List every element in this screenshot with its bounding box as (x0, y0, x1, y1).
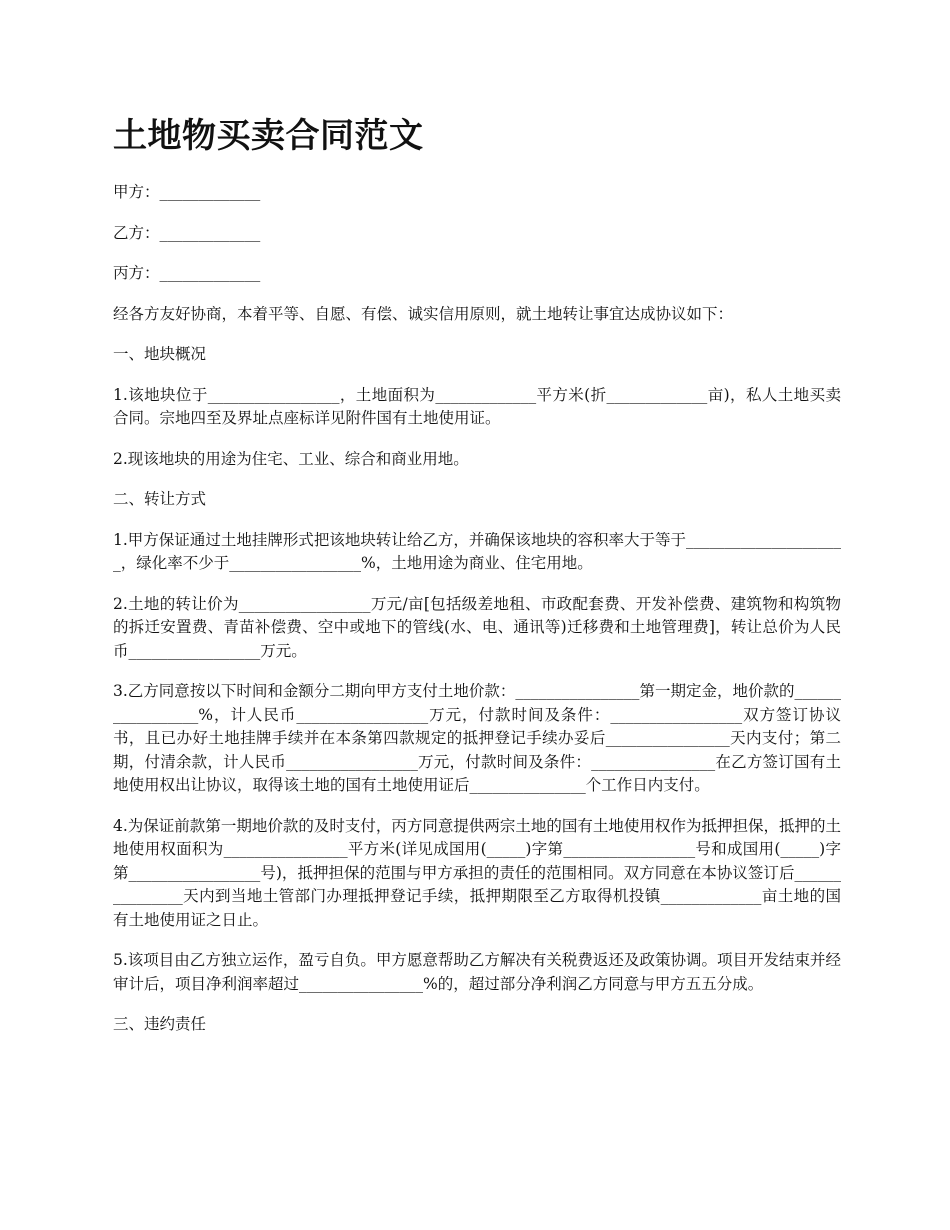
document-page (113, 112, 841, 1054)
party-a-line: 甲方：_____________ (113, 183, 261, 201)
clause-2-2: 2.土地的转让价为_________________万元/亩[包括级差地租、市政配套费、开发补偿费、建筑物和构筑物的拆迁安置费、青苗补偿费、空中或地下的管线(水、电、通讯等)迁移费和土地管理费]，转让总价为人民币_________________万元。 (113, 594, 841, 660)
clause-2-3: 3.乙方同意按以下时间和金额分二期向甲方支付土地价款：________________第一期定金，地价款的_________________%，计人民币_________________万元，付款时间及条件：_________________双方签订协议书，且已办好土地挂牌手续并在本条第四款规定的抵押登记手续办妥后________________天内支付；第二期，付清余款，计人民币_________________万元，付款时间及条件：________________在乙方签订国有土地使用权出让协议，取得该土地的国有土地使用证后_______________个工作日内支付。 (113, 682, 841, 794)
clause-2-4: 4.为保证前款第一期地价款的及时支付，丙方同意提供两宗土地的国有土地使用权作为抵押担保，抵押的土地使用权面积为________________平方米(详见成国用(_____)字第_________________号和成国用(_____)字第_________________号)，抵押担保的范围与甲方承担的责任的范围相同。双方同意在本协议签订后_______________天内到当地土管部门办理抵押登记手续，抵押期限至乙方取得机投镇_____________亩土地的国有土地使用证之日止。 (113, 816, 841, 929)
party-c-line: 丙方：_____________ (113, 264, 261, 282)
clause-2-5: 5.该项目由乙方独立运作，盈亏自负。甲方愿意帮助乙方解决有关税费返还及政策协调。项目开发结束并经审计后，项目净利润率超过________________%的，超过部分净利润乙方同意与甲方五五分成。 (113, 951, 841, 993)
clause-2-1: 1.甲方保证通过土地挂牌形式把该地块转让给乙方，并确保该地块的容积率大于等于_____________________，绿化率不少于_________________%，土地用途为商业、住宅用地。 (113, 530, 841, 572)
section-heading-1: 一、地块概况 (113, 345, 207, 363)
section-heading-3: 三、违约责任 (113, 1015, 207, 1033)
party-b-line: 乙方：_____________ (113, 223, 261, 242)
preamble-paragraph: 经各方友好协商，本着平等、自愿、有偿、诚实信用原则，就土地转让事宜达成协议如下： (113, 304, 734, 323)
clause-1-2: 2.现该地块的用途为住宅、工业、综合和商业用地。 (113, 449, 469, 468)
clause-1-1: 1.该地块位于_________________，土地面积为_____________平方米(折_____________亩)，私人土地买卖合同。宗地四至及界址点座标详见附件国有土地使用证。 (113, 385, 841, 427)
section-heading-2: 二、转让方式 (113, 490, 207, 508)
document-title: 土地物买卖合同范文 (113, 116, 424, 156)
